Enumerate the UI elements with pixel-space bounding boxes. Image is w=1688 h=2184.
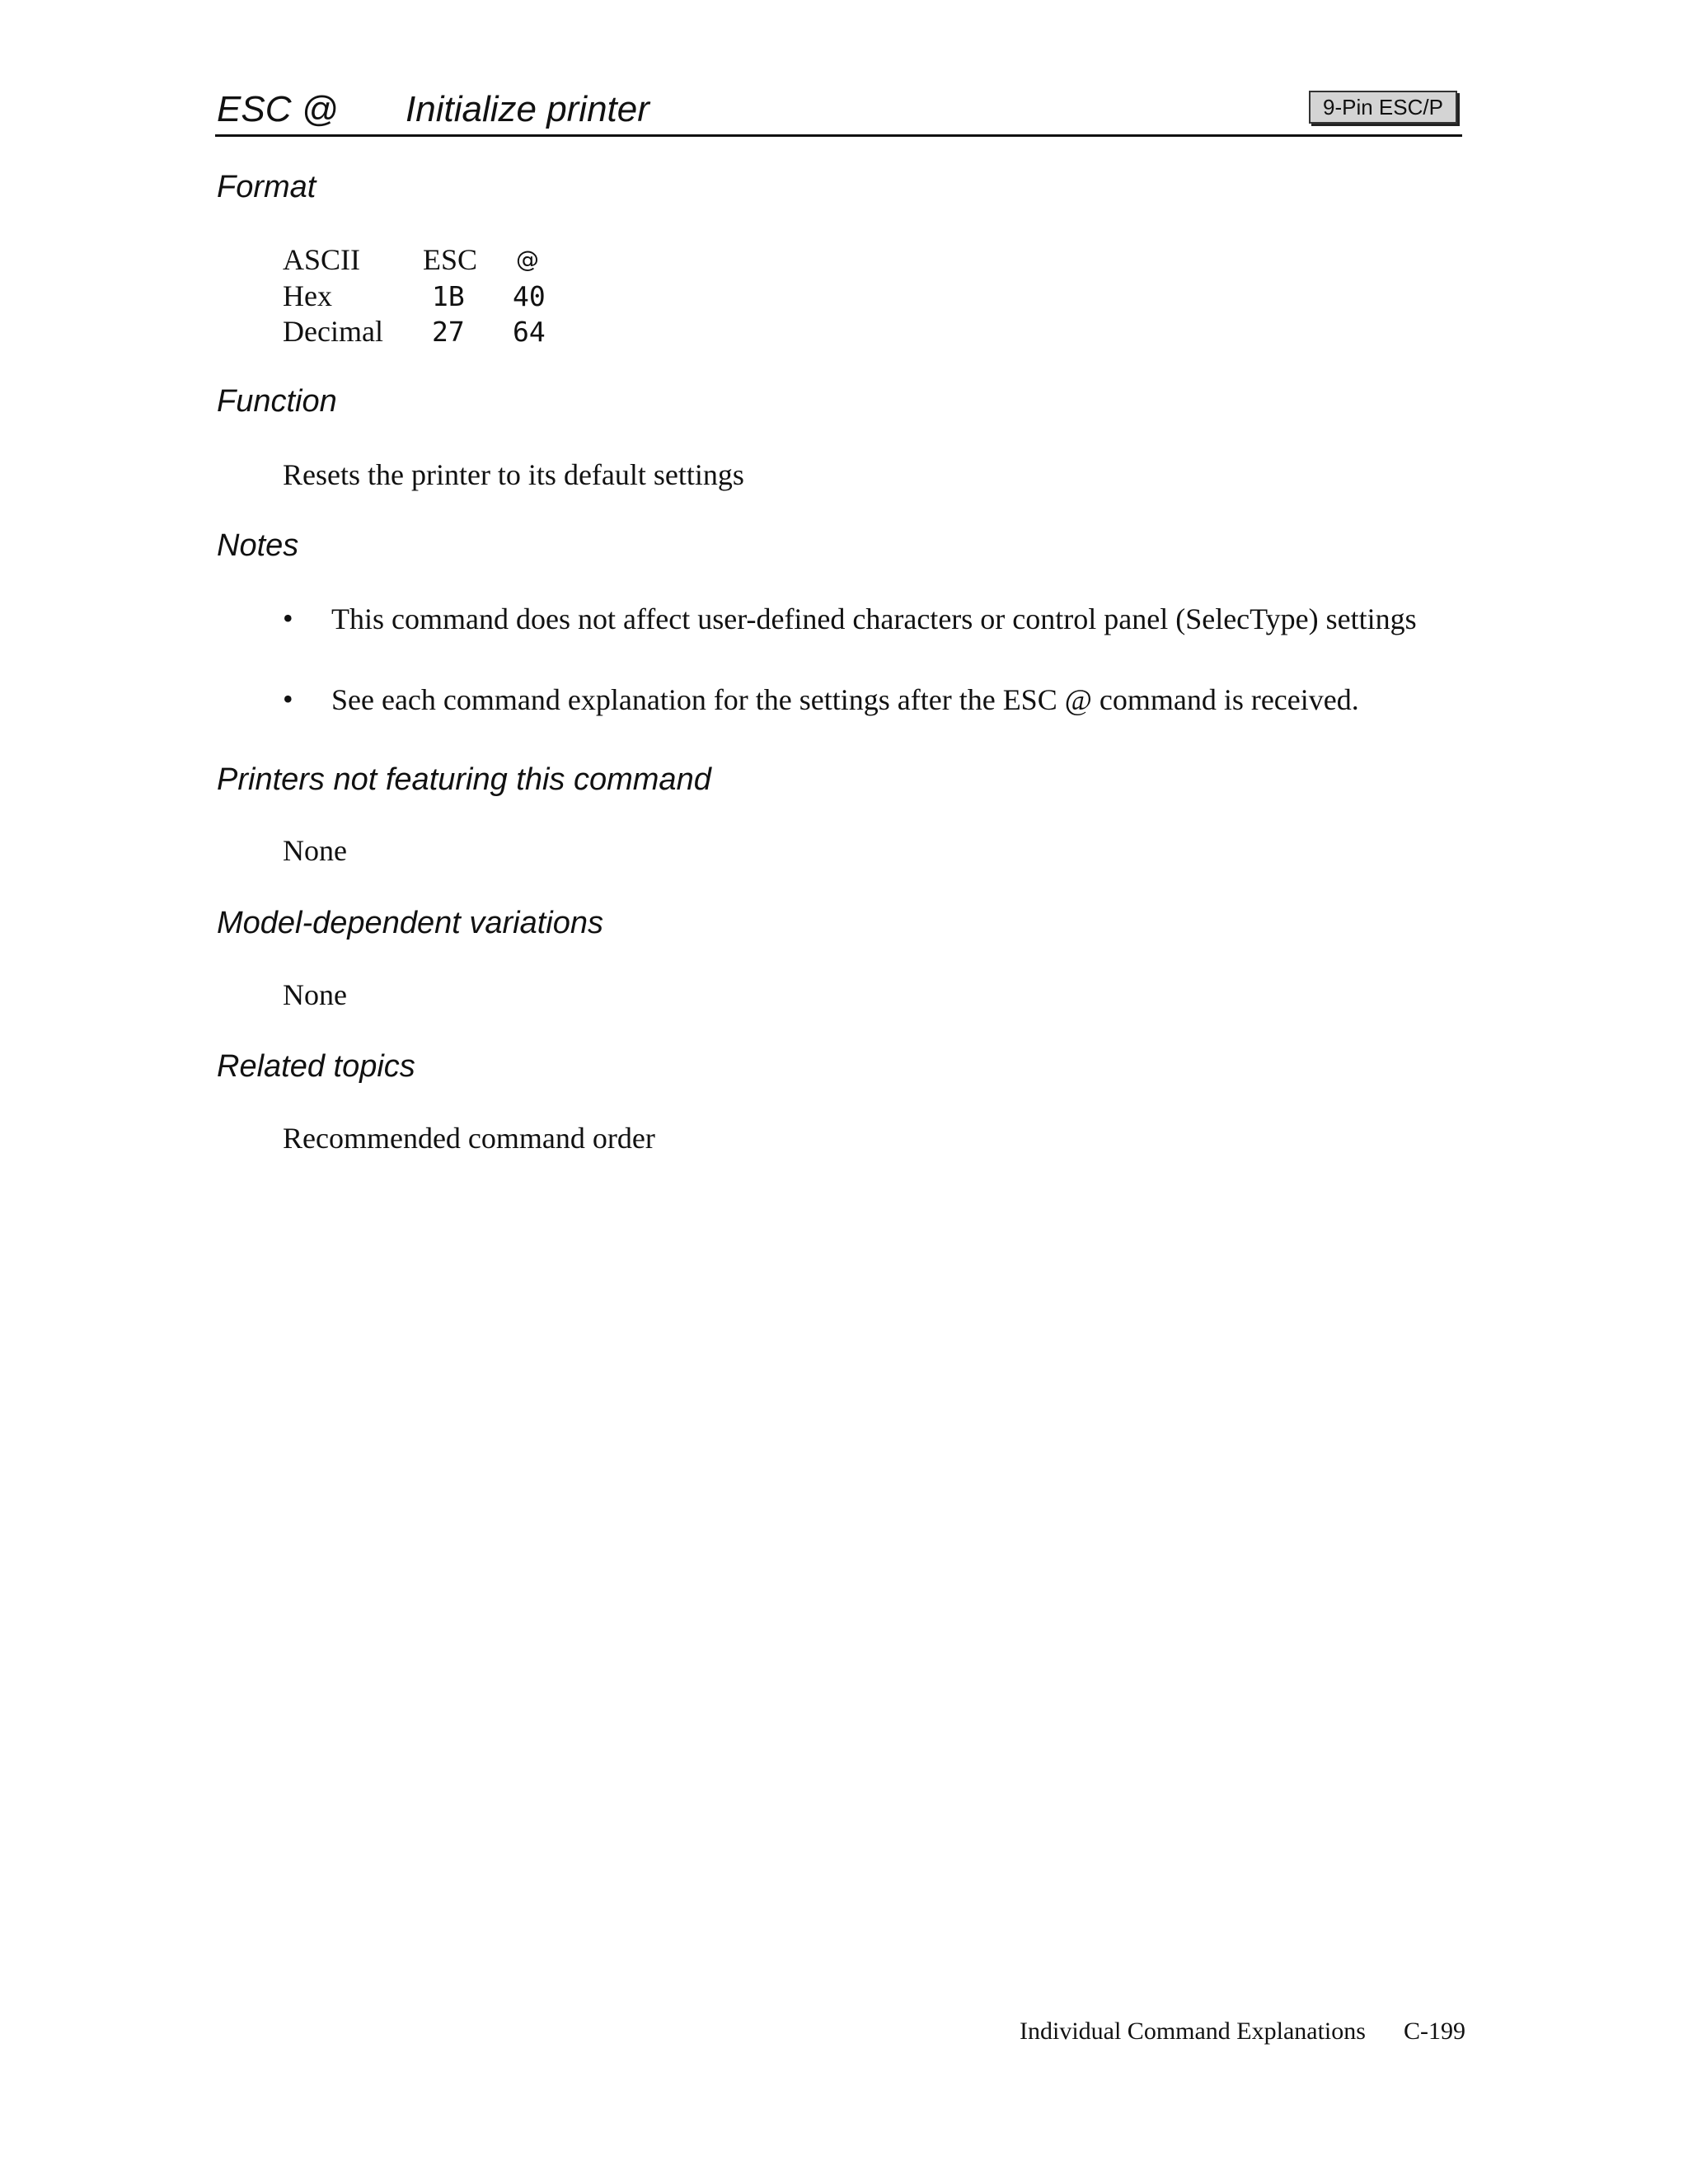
format-hex-col1: 1B [432, 280, 465, 312]
note-item: See each command explanation for the settings after the ESC @ command is received. [331, 683, 1359, 716]
format-ascii-col2: @ [516, 246, 539, 273]
bullet-icon: • [283, 602, 293, 635]
page-title: Initialize printer [406, 89, 649, 129]
notes-heading: Notes [217, 528, 299, 563]
footer-section-title: Individual Command Explanations [1020, 2018, 1366, 2045]
function-heading: Function [217, 384, 337, 419]
related-topic-link: Recommended command order [283, 1122, 655, 1155]
model-variations-text: None [283, 978, 347, 1011]
model-variations-heading: Model-dependent variations [217, 906, 603, 940]
format-label-ascii: ASCII [283, 243, 361, 276]
format-decimal-col1: 27 [432, 316, 465, 348]
page-number: C-199 [1404, 2018, 1465, 2045]
format-label-hex: Hex [283, 279, 332, 312]
format-heading: Format [217, 170, 316, 204]
printers-not-featuring-heading: Printers not featuring this command [217, 762, 711, 797]
printers-not-featuring-text: None [283, 834, 347, 867]
format-label-decimal: Decimal [283, 315, 383, 348]
note-item: This command does not affect user-defined characters or control panel (SelecType) settings [331, 602, 1417, 635]
command-name: ESC @ [217, 89, 339, 129]
bullet-icon: • [283, 682, 293, 715]
format-ascii-col1: ESC [423, 243, 478, 276]
printer-family-badge: 9-Pin ESC/P [1309, 91, 1457, 124]
related-topics-heading: Related topics [217, 1049, 415, 1084]
function-text: Resets the printer to its default settings [283, 458, 744, 491]
format-hex-col2: 40 [513, 280, 546, 312]
header-rule [215, 134, 1462, 137]
format-decimal-col2: 64 [513, 316, 546, 348]
